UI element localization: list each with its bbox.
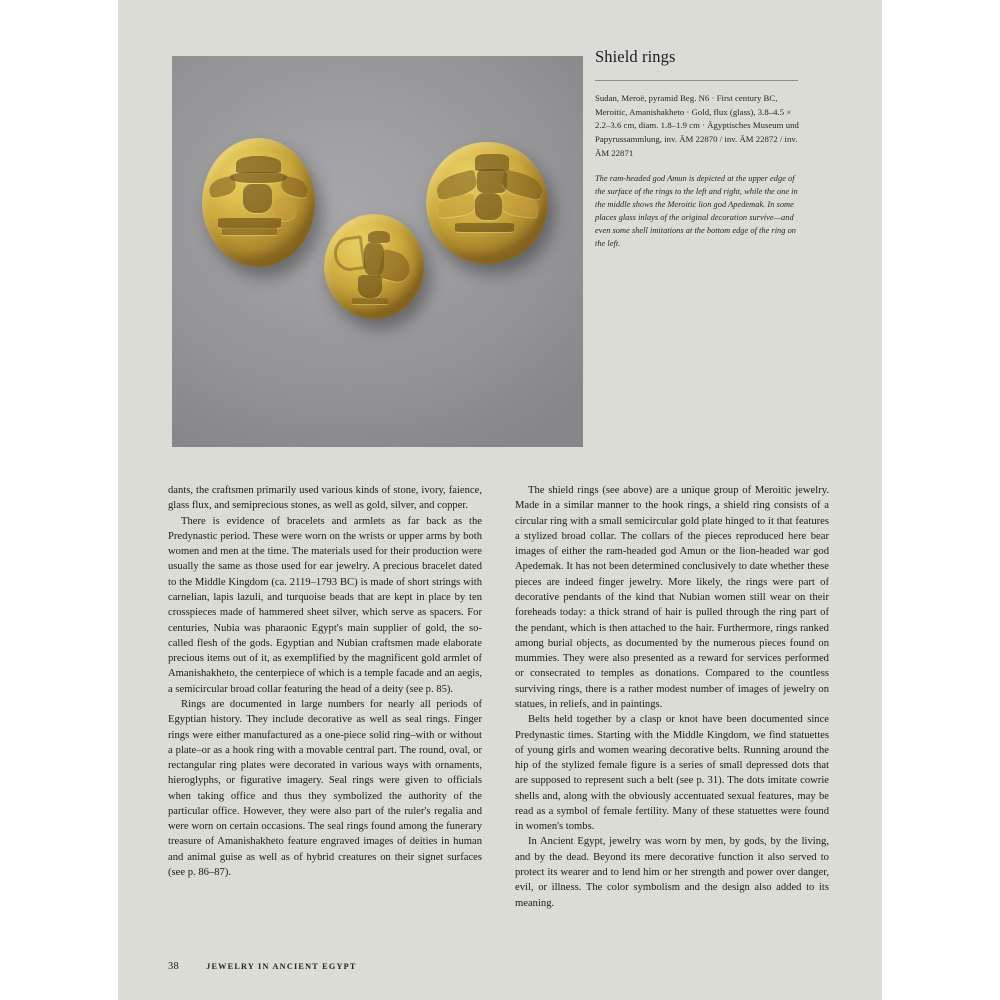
paragraph: dants, the craftsmen primarily used various kinds of stone, ivory, faience, glass flux, and semiprecious stones, as well as gold, silver, and copper. [168, 485, 482, 512]
page-footer [168, 961, 357, 972]
plate-photograph-shield-rings [172, 56, 583, 447]
shield-ring-right-relief [426, 142, 548, 264]
title-rule [595, 80, 798, 81]
paragraph: Belts held together by a clasp or knot have been documented since Predynastic times. Starting with the Middle Kingdom, we find statuettes of young girls and women wearing decorative belts. Running around the hip of the stylized female figure is a series of small depressed dots that are supposed to represent such a belt (see p. 31). The dots imitate cowrie shells and, along with the obviously accentuated sexual features, may be read as a symbol of female fertility. Many of these statuettes were found in women's tombs. [515, 714, 829, 833]
plate-sidebar [595, 47, 799, 250]
paragraph: In Ancient Egypt, jewelry was worn by men, by gods, by the living, and by the dead. Beyond its mere decorative function it also served to protect its wearer and to lend him or her strength and power over danger, evil, or illness. The color symbolism and the design also added to its meaning. [515, 836, 829, 909]
plate-caption: The ram-headed god Amun is depicted at the upper edge of the surface of the rings to the left and right, while the one in the middle shows the Meroitic lion god Apedemak. In some places glass inlays of the original decoration survive—and even some shell imitations at the bottom edge of the ring on the left. [595, 173, 798, 249]
paragraph: There is evidence of bracelets and armlets as far back as the Predynastic period. These were worn on the wrists or upper arms by both women and men at the time. The materials used for their production were usually the same as those used for ear jewelry. A precious bracelet dated to the Middle Kingdom (ca. 2119–1793 BC) is made of short strings with carnelian, lapis lazuli, and turquoise beads that are kept in place by ten crosspieces made of hammered sheet silver, which serve as spacers. For centuries, Nubia was pharaonic Egypt's main supplier of gold, the so-called flesh of the gods. Egyptian and Nubian craftsmen made elaborate precious items out of it, as exemplified by the magnificent gold armlet of Amanishakheto, the centerpiece of which is a temple facade and an aegis, a semicircular broad collar featuring the head of a deity (see p. 85). [168, 515, 482, 695]
page-title: Shield rings [595, 47, 676, 66]
running-head: JEWELRY IN ANCIENT EGYPT [206, 962, 357, 971]
paragraph: Rings are documented in large numbers for nearly all periods of Egyptian history. They include decorative as well as seal rings. Finger rings were either manufactured as a one-piece solid ring–with or without a plate–or as a hook ring with a movable central part. The round, oval, or rectangular ring plates were decorated in various ways with ornaments, hieroglyphs, or figurative imagery. Seal rings were given to officials when taking office and thus they symbolized the authority of the particular office. However, they were also part of the ruler's regalia and were worn on certain occasions. The seal rings found among the funerary treasure of Amanishakheto feature engraved images of deities in human and animal guise as well as of hybrid creatures on their signet surfaces (see p. 86–87). [168, 698, 482, 879]
body-column-right [515, 483, 829, 911]
paragraph: The shield rings (see above) are a unique group of Meroitic jewelry. Made in a similar manner to the hook rings, a shield ring consists of a circular ring with a small semicircular gold plate hinged to it that features a stylized broad collar. The collars of the pieces reproduced here bear images of either the ram-headed god Amun or the lion-headed war god Apedemak. It has not been determined conclusively to date whether these pieces are indeed finger jewelry. More likely, the rings were part of decorative pendants of the kind that Nubian women still wear on their foreheads today: a thick strand of hair is pulled through the ring part of the pendant, which is then attached to the hair. Furthermore, rings ranked among burial objects, as documented by the numerous pieces found on mummies. They were also presented as a reward for services performed or consecrated to temples as donations. Compared to the countless surviving rings, there is a rather modest number of images of jewelry on statues, in reliefs, and in paintings. [515, 485, 829, 710]
shield-ring-middle [324, 214, 424, 319]
shield-ring-right [426, 142, 548, 264]
body-text [168, 483, 850, 911]
shield-ring-left-relief [202, 138, 315, 267]
shield-ring-left [202, 138, 315, 267]
object-metadata: Sudan, Meroë, pyramid Beg. N6 · First century BC, Meroitic, Amanishakheto · Gold, flux (glass), 3.8–4.5 × 2.2–3.6 cm, diam. 1.8–1.9 cm · Ägyptisches Museum und Papyrussammlung, inv. ÄM 22870 / inv. ÄM 22872 / inv. ÄM 22871 [595, 92, 799, 158]
body-column-left [168, 483, 482, 911]
folio-number: 38 [168, 961, 180, 972]
book-page [118, 0, 882, 1000]
shield-ring-middle-relief [324, 214, 424, 319]
